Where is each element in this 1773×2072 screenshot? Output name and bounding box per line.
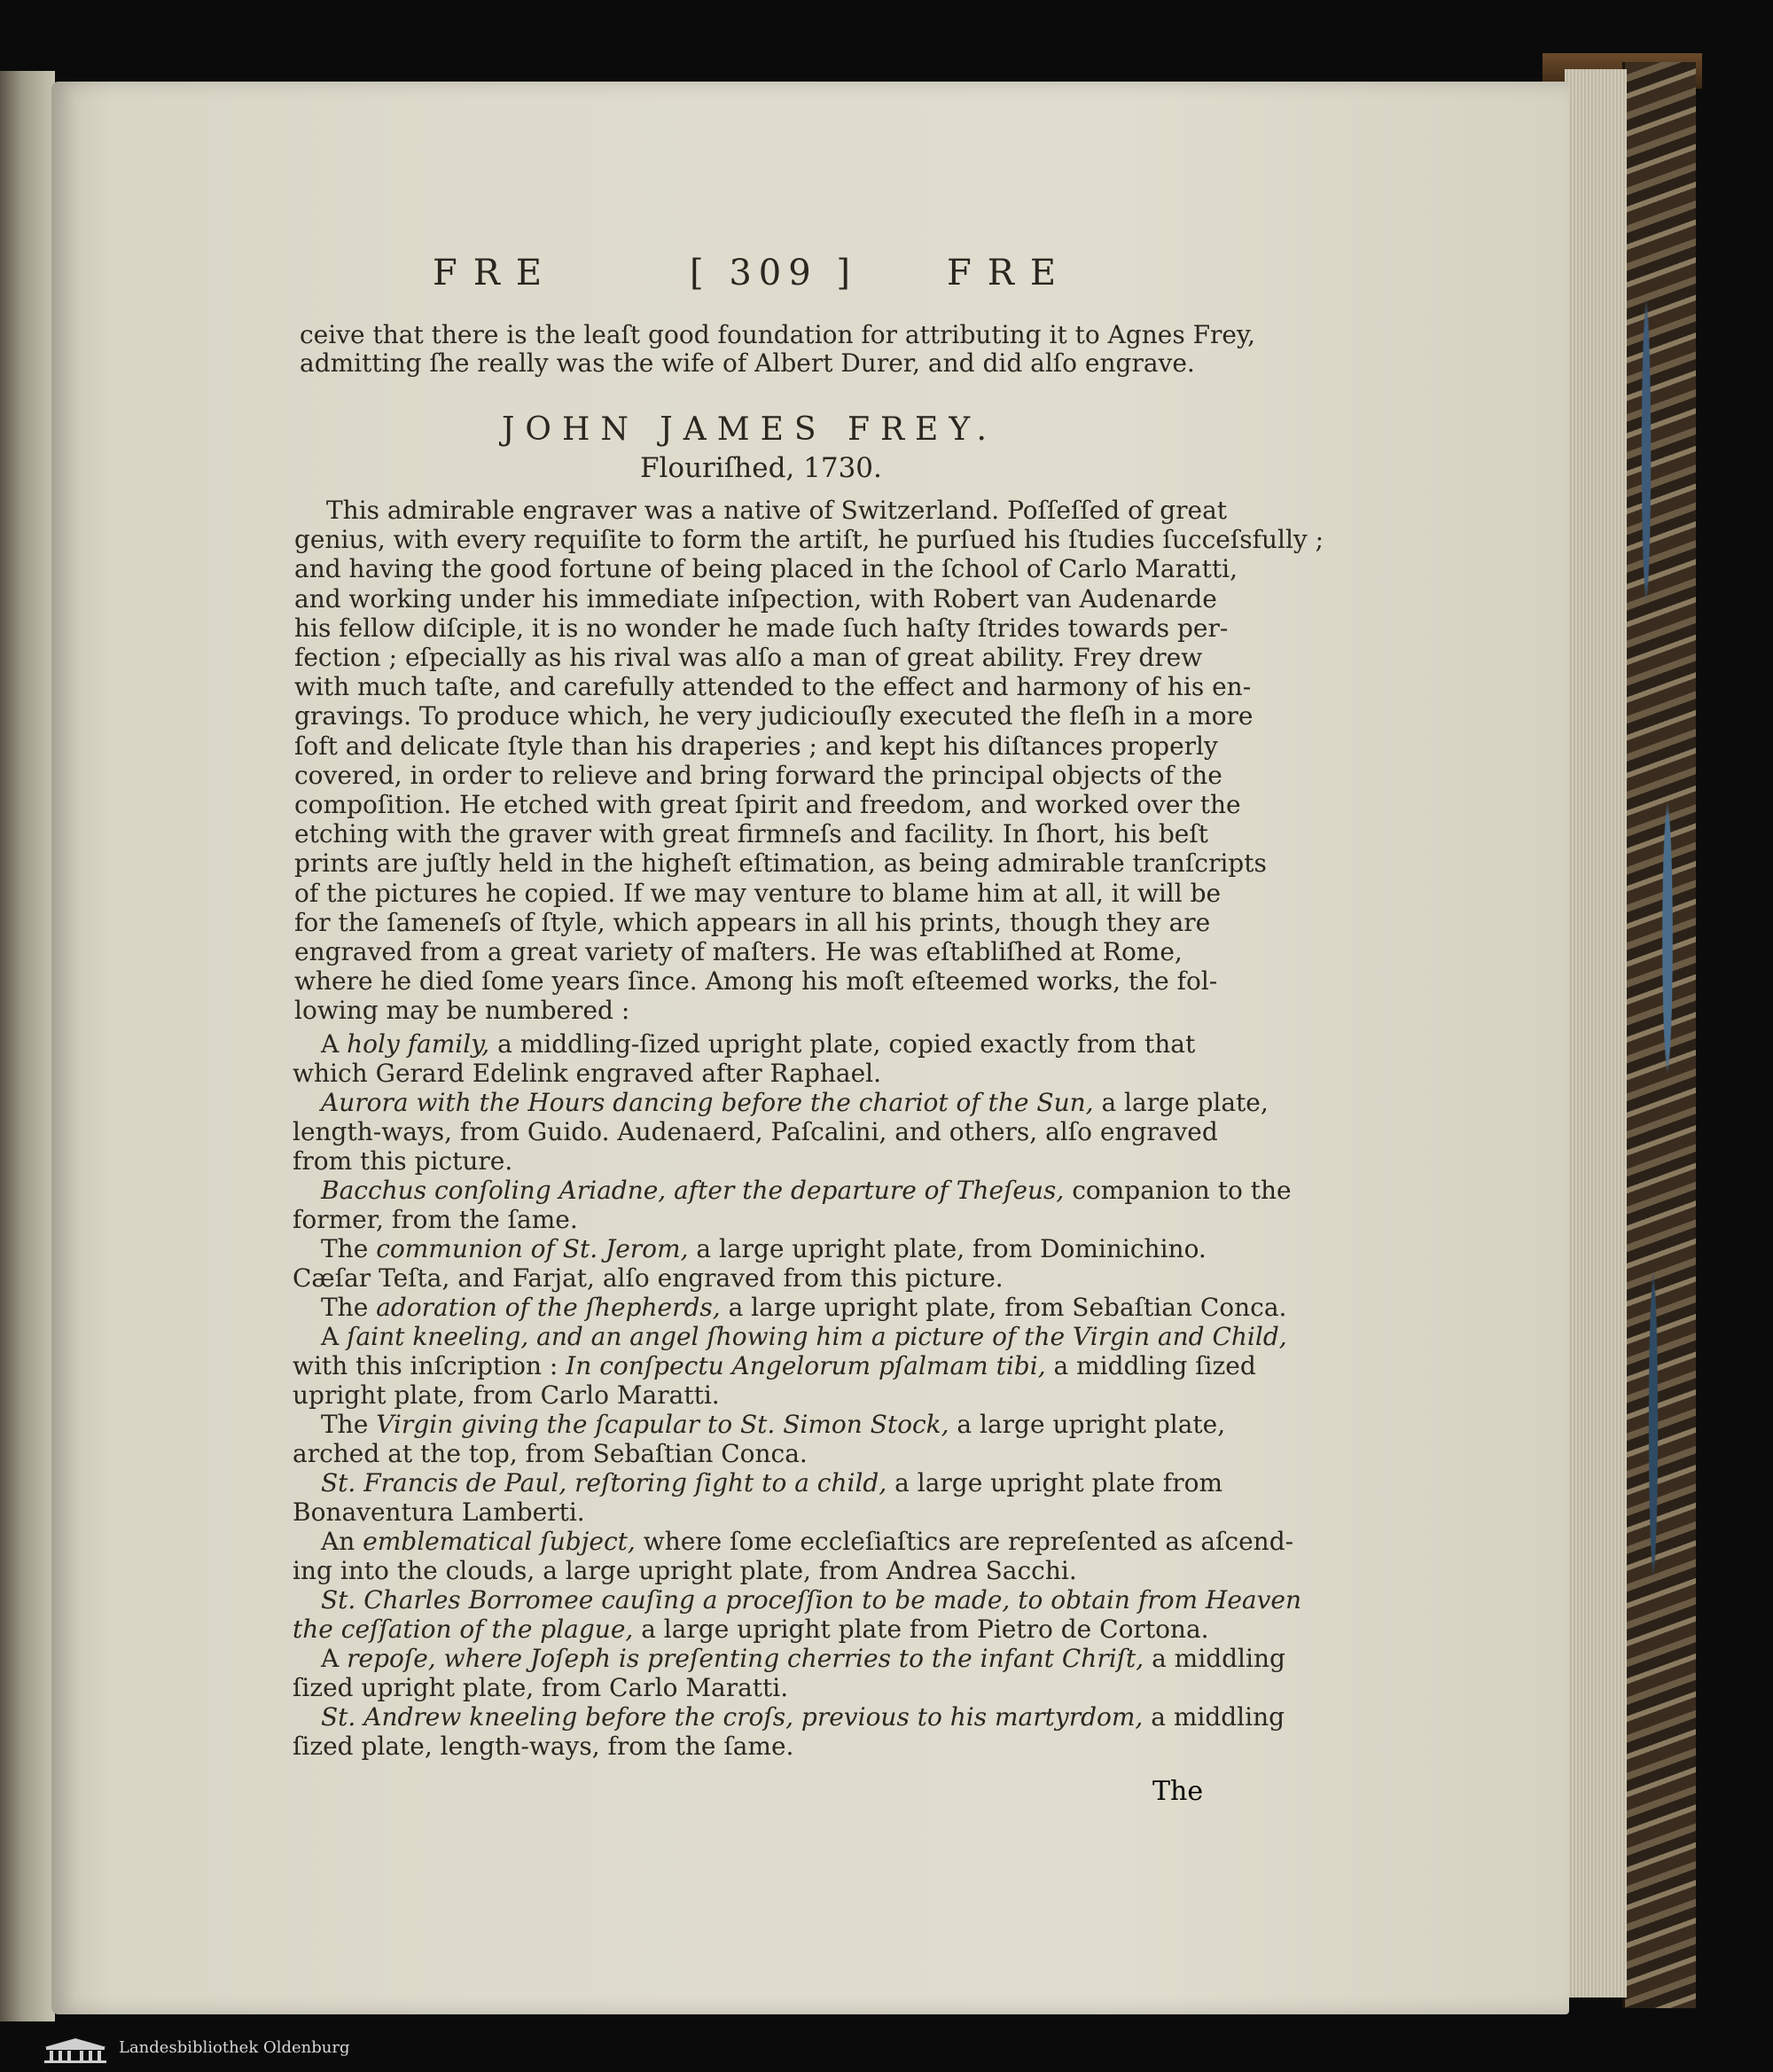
work-title: the ceſſation of the plague, (293, 1614, 634, 1644)
work-text: a large upright plate, from Dominichino. (688, 1233, 1207, 1263)
work-title: St. Charles Borromee cauſing a proceſſion to be made, to obtain from Heaven (321, 1584, 1302, 1615)
body-line: for the ſameneſs of ſtyle, which appears in all his prints, though they are (294, 907, 1211, 937)
work-line (321, 1294, 1286, 1322)
work-line (293, 1732, 793, 1761)
work-text: arched at the top, from Sebaſtian Conca. (293, 1438, 808, 1468)
work-text: An (321, 1526, 363, 1556)
body-line: compoſition. He etched with great ſpirit and freedom, and worked over the (294, 790, 1241, 819)
work-text: A (321, 1643, 348, 1673)
work-line (321, 1528, 1293, 1556)
work-text: former, from the ſame. (293, 1204, 578, 1234)
work-line (321, 1586, 1301, 1615)
work-text: a large upright plate, (949, 1409, 1226, 1439)
body-line: lowing may be numbered : (294, 996, 630, 1026)
work-line (293, 1352, 1256, 1380)
work-line (293, 1615, 1209, 1644)
work-text: a large upright plate, from Sebaſtian Conca. (720, 1292, 1287, 1322)
work-title: Virgin giving the ſcapular to St. Simon Stock, (376, 1409, 949, 1439)
body-line: etching with the graver with great firmneſs and facility. In ſhort, his beſt (294, 819, 1208, 849)
body-line: This admirable engraver was a native of Switzerland. Poſſeſſed of great (326, 496, 1228, 525)
work-line (293, 1557, 1077, 1585)
work-text: length-ways, from Guido. Audenaerd, Paſcalini, and others, alſo engraved (293, 1116, 1218, 1146)
work-title: ſaint kneeling, and an angel ſhowing him a picture of the Virgin and Child, (347, 1321, 1287, 1351)
body-line: prints are juſtly held in the higheſt eſtimation, as being admirable tranſcripts (294, 848, 1267, 879)
work-line (293, 1674, 788, 1702)
work-text: ſized plate, length-ways, from the ſame. (293, 1731, 794, 1761)
work-text: The (321, 1409, 377, 1439)
work-title: St. Andrew kneeling before the croſs, previous to his martyrdom, (321, 1701, 1144, 1732)
work-title: Aurora with the Hours dancing before the chariot of the Sun, (321, 1087, 1094, 1117)
work-line (293, 1118, 1218, 1146)
work-line (293, 1059, 881, 1088)
running-head-right: FRE (947, 253, 1073, 293)
page-edges (1565, 69, 1627, 1998)
work-text: A (321, 1028, 348, 1059)
work-text: Cæſar Teſta, and Farjat, alſo engraved from this picture. (293, 1263, 1004, 1293)
work-text: Bonaventura Lamberti. (293, 1497, 585, 1527)
work-text: with this inſcription : (293, 1350, 566, 1380)
work-line (321, 1323, 1287, 1351)
work-line (321, 1177, 1292, 1205)
running-head (433, 253, 1089, 306)
work-text: companion to the (1064, 1175, 1292, 1205)
work-title: communion of St. Jerom, (376, 1233, 689, 1263)
work-line (293, 1498, 585, 1527)
work-text: a middling (1144, 1643, 1285, 1673)
work-text: from this picture. (293, 1145, 513, 1176)
body-line: fection ; eſpecially as his rival was alſo a man of great ability. Frey drew (294, 643, 1203, 672)
continuation-line: admitting ſhe really was the wife of Albert Durer, and did alſo engrave. (300, 348, 1195, 378)
body-line: where he died ſome years ſince. Among his moſt eſteemed works, the fol- (294, 966, 1218, 997)
work-line (321, 1235, 1207, 1263)
body-line: ſoft and delicate ſtyle than his draperies ; and kept his diſtances properly (294, 731, 1218, 761)
entry-heading: JOHN JAMES FREY. (502, 411, 997, 448)
page-number: [ 309 ] (690, 253, 857, 293)
work-text: The (321, 1292, 377, 1322)
work-title: holy family, (347, 1028, 490, 1059)
work-line (321, 1703, 1285, 1732)
work-text: which Gerard Edelink engraved after Raphael. (293, 1058, 882, 1088)
entry-flourished: Flouriſhed, 1730. (640, 452, 882, 484)
work-title: adoration of the ſhepherds, (376, 1292, 721, 1322)
facing-page-edge (0, 71, 55, 2021)
footer-library-name: Landesbibliothek Oldenburg (119, 2038, 350, 2057)
body-line: and having the good fortune of being placed in the ſchool of Carlo Maratti, (294, 554, 1238, 584)
work-text: where ſome eccleſiaſtics are repreſented as aſcend- (635, 1526, 1294, 1556)
body-line: his fellow diſciple, it is no wonder he made ſuch haſty ſtrides towards per- (294, 613, 1229, 643)
work-text: a middling (1143, 1701, 1285, 1732)
continuation-line: ceive that there is the leaſt good foundation for attributing it to Agnes Frey, (300, 320, 1255, 349)
work-line (293, 1381, 720, 1410)
body-line: engraved from a great variety of maſters. He was eſtabliſhed at Rome, (294, 937, 1183, 966)
marbled-cover (1622, 62, 1696, 2008)
work-title: In conſpectu Angelorum pſalmam tibi, (566, 1350, 1046, 1380)
work-line (321, 1469, 1222, 1497)
work-text: The (321, 1233, 377, 1263)
library-building-logo-icon (43, 2037, 108, 2063)
running-head-left: FRE (433, 253, 558, 293)
work-text: a middling ſized (1045, 1350, 1256, 1380)
work-text: a large upright plate from Pietro de Cortona. (633, 1614, 1209, 1644)
work-line (293, 1440, 808, 1468)
body-line: gravings. To produce which, he very judiciouſly executed the fleſh in a more (294, 701, 1254, 731)
body-line: and working under his immediate inſpection, with Robert van Audenarde (294, 583, 1217, 614)
work-line (293, 1147, 512, 1176)
work-title: repoſe, where Joſeph is preſenting cherries to the infant Chriſt, (347, 1643, 1144, 1673)
body-line: with much taſte, and carefully attended to the effect and harmony of his en- (294, 672, 1252, 702)
body-line: covered, in order to relieve and bring forward the principal objects of the (294, 760, 1222, 790)
body-line: genius, with every requiſite to form the artiſt, he purſued his ſtudies ſucceſsfully ; (294, 525, 1324, 555)
work-title: Bacchus conſoling Ariadne, after the departure of Theſeus, (321, 1175, 1065, 1205)
work-line (321, 1645, 1285, 1673)
work-line (293, 1264, 1004, 1293)
work-text: ing into the clouds, a large upright plate, from Andrea Sacchi. (293, 1555, 1077, 1585)
work-title: St. Francis de Paul, reſtoring ſight to a child, (321, 1467, 887, 1497)
work-line (321, 1089, 1269, 1117)
work-line (293, 1206, 578, 1234)
work-text: A (321, 1321, 348, 1351)
work-line (321, 1411, 1225, 1439)
work-text: ſized upright plate, from Carlo Maratti. (293, 1672, 789, 1702)
work-title: emblematical ſubject, (363, 1526, 636, 1556)
work-text: upright plate, from Carlo Maratti. (293, 1380, 720, 1410)
work-text: a middling-ſized upright plate, copied exactly from that (489, 1028, 1196, 1059)
catchword: The (1152, 1776, 1204, 1807)
work-text: a large plate, (1093, 1087, 1269, 1117)
body-line: of the pictures he copied. If we may venture to blame him at all, it will be (294, 878, 1222, 908)
work-line (321, 1030, 1195, 1059)
work-text: a large upright plate from (886, 1467, 1223, 1497)
